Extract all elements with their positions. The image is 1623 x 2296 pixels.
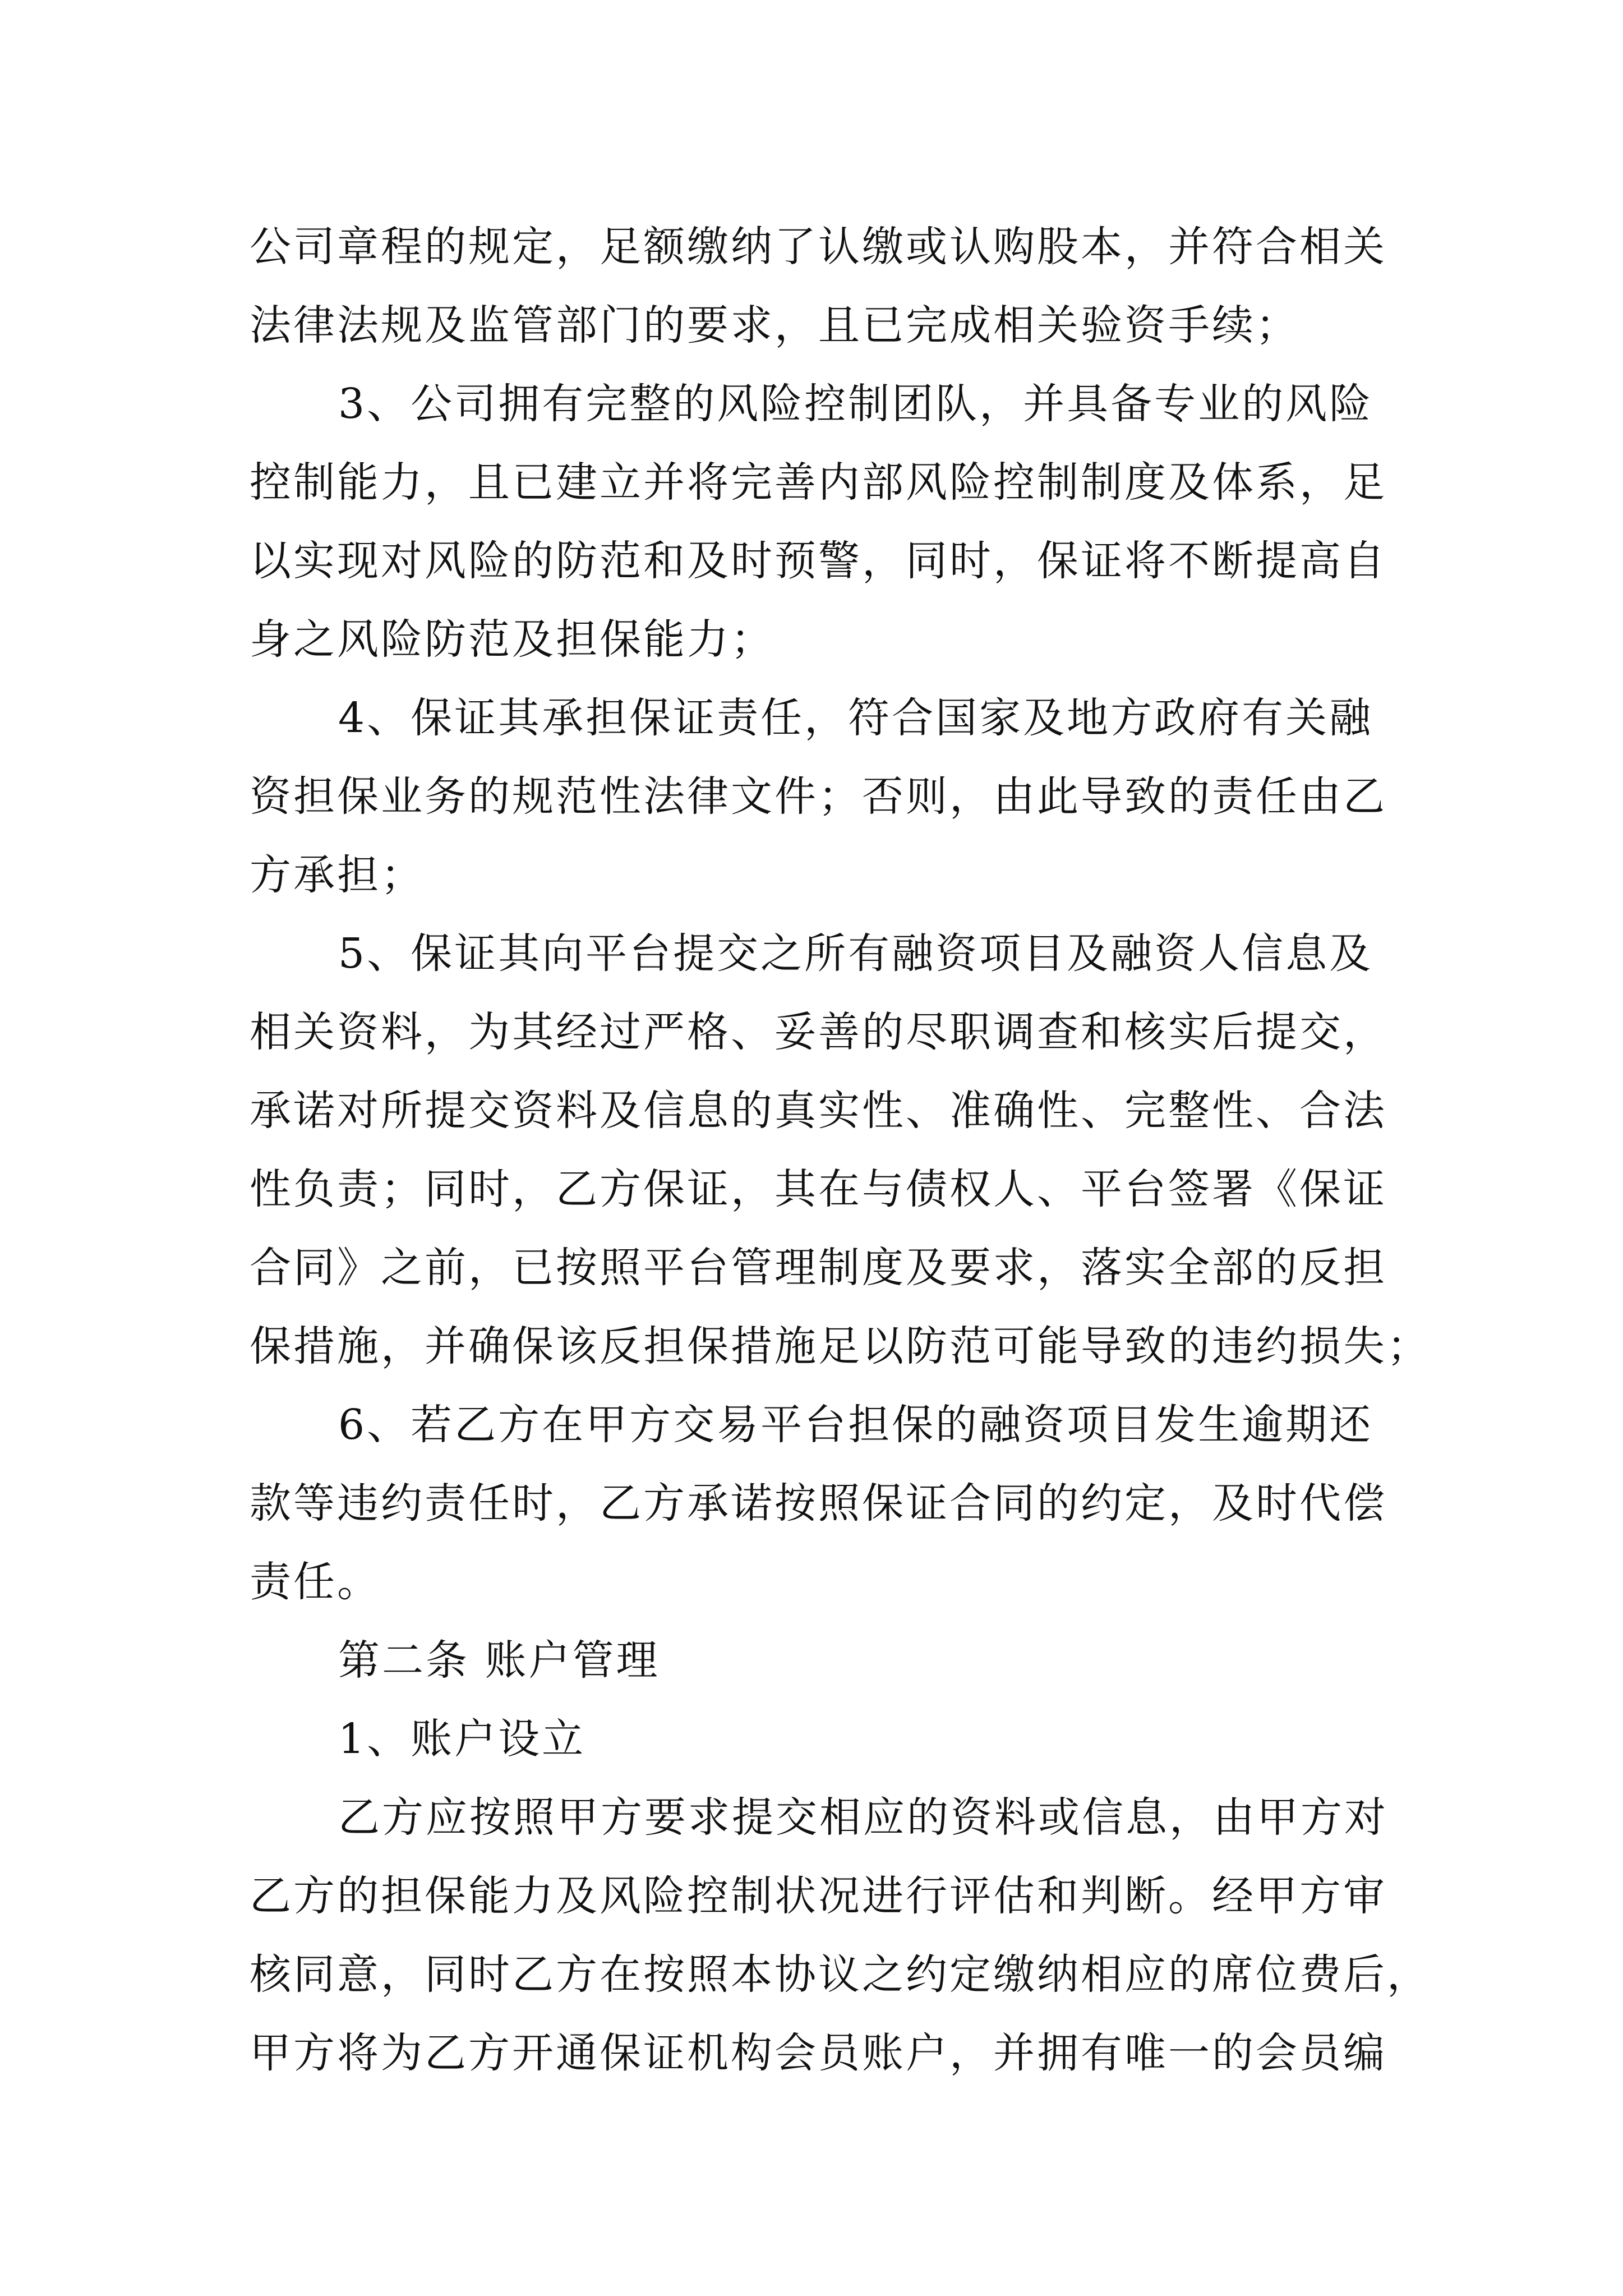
text-line-14: 合同》之前，已按照平台管理制度及要求，落实全部的反担 — [250, 1244, 1387, 1292]
text-line-1: 公司章程的规定，足额缴纳了认缴或认购股本，并符合相关 — [250, 223, 1387, 271]
text-line-8: 资担保业务的规范性法律文件；否则，由此导致的责任由乙 — [250, 772, 1387, 821]
text-line-15: 保措施，并确保该反担保措施足以防范可能导致的违约损失； — [250, 1322, 1431, 1370]
text-line-6: 身之风险防范及担保能力； — [250, 615, 774, 664]
text-line-21: 乙方应按照甲方要求提交相应的资料或信息，由甲方对 — [338, 1793, 1388, 1842]
text-line-23: 核同意，同时乙方在按照本协议之约定缴纳相应的席位费后， — [250, 1950, 1431, 1999]
text-line-18: 责任。 — [250, 1558, 381, 1606]
text-line-3: 3、公司拥有完整的风险控制团队，并具备专业的风险 — [338, 380, 1373, 428]
text-line-24: 甲方将为乙方开通保证机构会员账户，并拥有唯一的会员编 — [250, 2029, 1387, 2077]
text-line-2: 法律法规及监管部门的要求，且已完成相关验资手续； — [250, 301, 1299, 349]
text-line-11: 相关资料，为其经过严格、妥善的尽职调查和核实后提交， — [250, 1008, 1387, 1056]
section-heading-account-management: 第二条 账户管理 — [338, 1636, 660, 1685]
text-line-22: 乙方的担保能力及风险控制状况进行评估和判断。经甲方审 — [250, 1872, 1387, 1920]
text-line-12: 承诺对所提交资料及信息的真实性、准确性、完整性、合法 — [250, 1087, 1387, 1135]
text-line-7: 4、保证其承担保证责任，符合国家及地方政府有关融 — [338, 694, 1373, 742]
text-line-13: 性负责；同时，乙方保证，其在与债权人、平台签署《保证 — [250, 1165, 1387, 1213]
text-line-16: 6、若乙方在甲方交易平台担保的融资项目发生逾期还 — [338, 1401, 1373, 1449]
subsection-heading-account-setup: 1、账户设立 — [338, 1715, 586, 1763]
text-line-10: 5、保证其向平台提交之所有融资项目及融资人信息及 — [338, 930, 1373, 978]
text-line-4: 控制能力，且已建立并将完善内部风险控制制度及体系，足 — [250, 458, 1387, 507]
text-line-9: 方承担； — [250, 851, 425, 899]
text-line-17: 款等违约责任时，乙方承诺按照保证合同的约定，及时代偿 — [250, 1479, 1387, 1527]
text-line-5: 以实现对风险的防范和及时预警，同时，保证将不断提高自 — [250, 537, 1387, 585]
